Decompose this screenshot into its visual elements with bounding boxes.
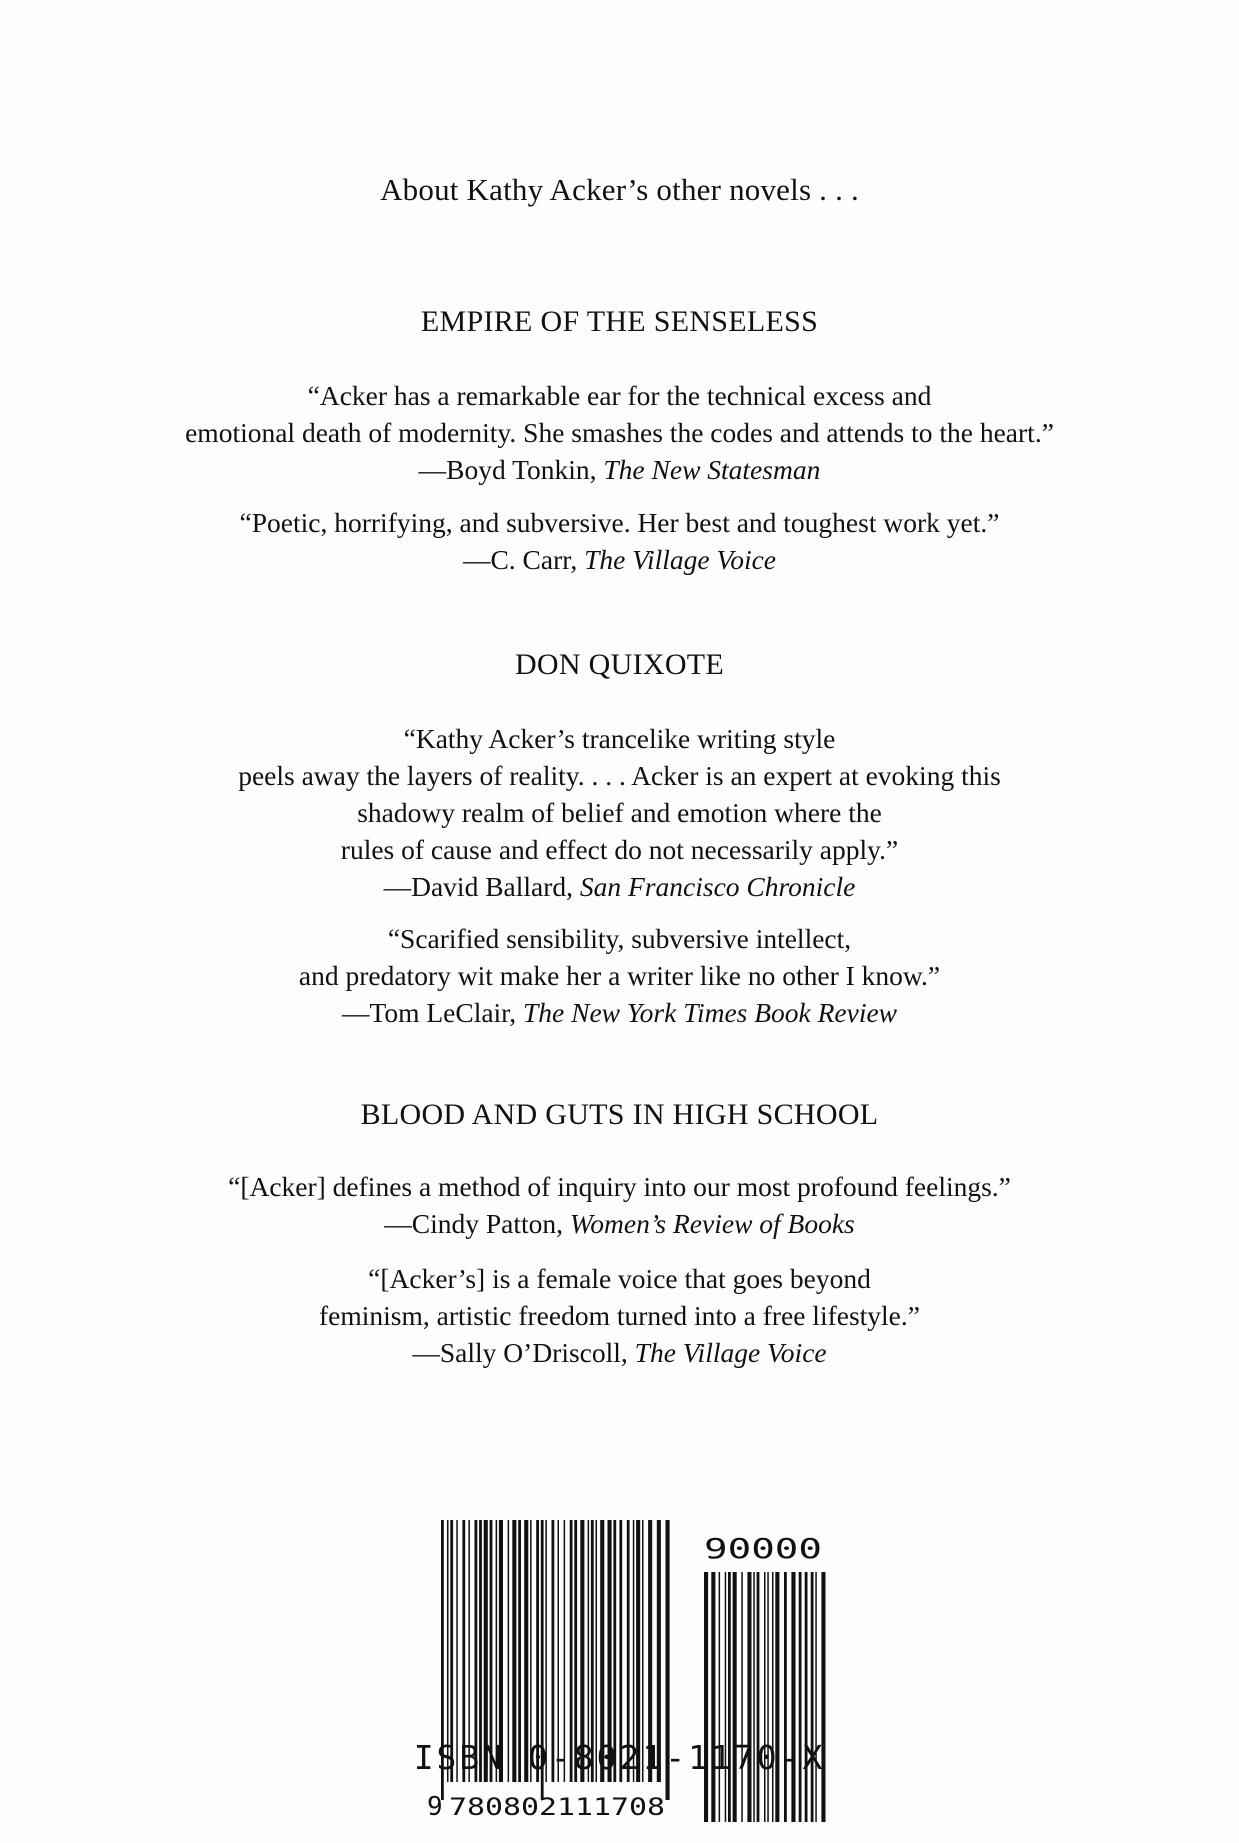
addon-barcode <box>700 1520 830 1825</box>
attribution-name: —C. Carr, <box>462 544 585 575</box>
barcode-bar <box>799 1572 802 1822</box>
quote-line: feminism, artistic freedom turned into a free lifestyle.” <box>319 1300 920 1331</box>
barcode-bar <box>719 1572 721 1822</box>
quote-line: rules of cause and effect do not necessarily apply.” <box>340 834 899 865</box>
attribution-source: The Village Voice <box>584 544 777 575</box>
attribution-name: —Sally O’Driscoll, <box>412 1337 635 1368</box>
quote-attribution <box>0 541 1239 578</box>
book-title-empire: EMPIRE OF THE SENSELESS <box>420 305 819 338</box>
quote-don-quixote-2 <box>0 920 1239 1031</box>
quote-don-quixote-1 <box>0 720 1239 905</box>
attribution-name: —Tom LeClair, <box>341 997 523 1028</box>
barcode-bar <box>747 1572 751 1822</box>
attribution-source: San Francisco Chronicle <box>579 871 856 902</box>
quote-attribution <box>0 994 1239 1031</box>
quote-attribution <box>0 868 1239 905</box>
quote-line: “Kathy Acker’s trancelike writing style <box>403 723 836 754</box>
barcode-bar <box>784 1572 787 1822</box>
quote-blood-and-guts-2 <box>0 1260 1239 1371</box>
quote-line: “Acker has a remarkable ear for the technical excess and <box>307 380 932 411</box>
quote-line: shadowy realm of belief and emotion where the <box>357 797 882 828</box>
quote-line: and predatory wit make her a writer like no other I know.” <box>298 960 941 991</box>
section-heading: About Kathy Acker’s other novels . . . <box>380 172 859 207</box>
book-title-don-quixote: DON QUIXOTE <box>514 648 725 681</box>
quote-line: “Poetic, horrifying, and subversive. Her best and toughest work yet.” <box>239 507 1000 538</box>
attribution-name: —Cindy Patton, <box>384 1208 570 1239</box>
quote-line: “[Acker] defines a method of inquiry into our most profound feelings.” <box>228 1171 1011 1202</box>
barcode-bar <box>725 1572 727 1822</box>
quote-line: “[Acker’s] is a female voice that goes beyond <box>368 1263 871 1294</box>
quote-attribution <box>0 451 1239 488</box>
barcode-bar <box>815 1572 817 1822</box>
barcode-bar <box>764 1572 766 1822</box>
barcode-bar <box>757 1572 760 1822</box>
quote-blood-and-guts-1 <box>0 1168 1239 1242</box>
addon-bars <box>704 1572 826 1822</box>
quote-empire-2 <box>0 504 1239 578</box>
quote-attribution <box>0 1334 1239 1371</box>
addon-digits: 90000 <box>704 1532 822 1565</box>
barcode-bar <box>791 1572 795 1822</box>
barcode-bar <box>741 1572 743 1822</box>
barcode-bar <box>775 1572 779 1822</box>
barcode-digits: 780802111708 <box>449 1793 665 1821</box>
attribution-source: Women’s Review of Books <box>569 1208 855 1239</box>
quote-attribution <box>0 1205 1239 1242</box>
attribution-source: The New Statesman <box>603 454 821 485</box>
attribution-name: —Boyd Tonkin, <box>418 454 604 485</box>
barcode-bar <box>704 1572 708 1822</box>
barcode-bar <box>728 1572 731 1822</box>
barcode-bar <box>767 1572 769 1822</box>
barcode-bar <box>733 1572 737 1822</box>
isbn-number: ISBN 0-8021-1170-X <box>413 1738 826 1777</box>
quote-line: emotional death of modernity. She smashes the codes and attends to the heart.” <box>185 417 1054 448</box>
barcode-bar <box>811 1572 814 1822</box>
barcode-bar <box>753 1572 755 1822</box>
barcode-bar <box>821 1572 825 1822</box>
attribution-source: The Village Voice <box>634 1337 827 1368</box>
quote-line: “Scarified sensibility, subversive intellect, <box>387 923 852 954</box>
attribution-name: —David Ballard, <box>383 871 580 902</box>
barcode-bar <box>772 1572 774 1822</box>
barcode-prefix-digit: 9 <box>427 1792 443 1822</box>
quote-line: peels away the layers of reality. . . . Acker is an expert at evoking this <box>238 760 1001 791</box>
quote-empire-1 <box>0 377 1239 488</box>
attribution-source: The New York Times Book Review <box>523 997 898 1028</box>
barcode-bar <box>711 1572 715 1822</box>
ean-barcode <box>427 1520 682 1825</box>
barcode-bar <box>805 1572 808 1822</box>
book-title-blood-and-guts: BLOOD AND GUTS IN HIGH SCHOOL <box>360 1098 879 1131</box>
